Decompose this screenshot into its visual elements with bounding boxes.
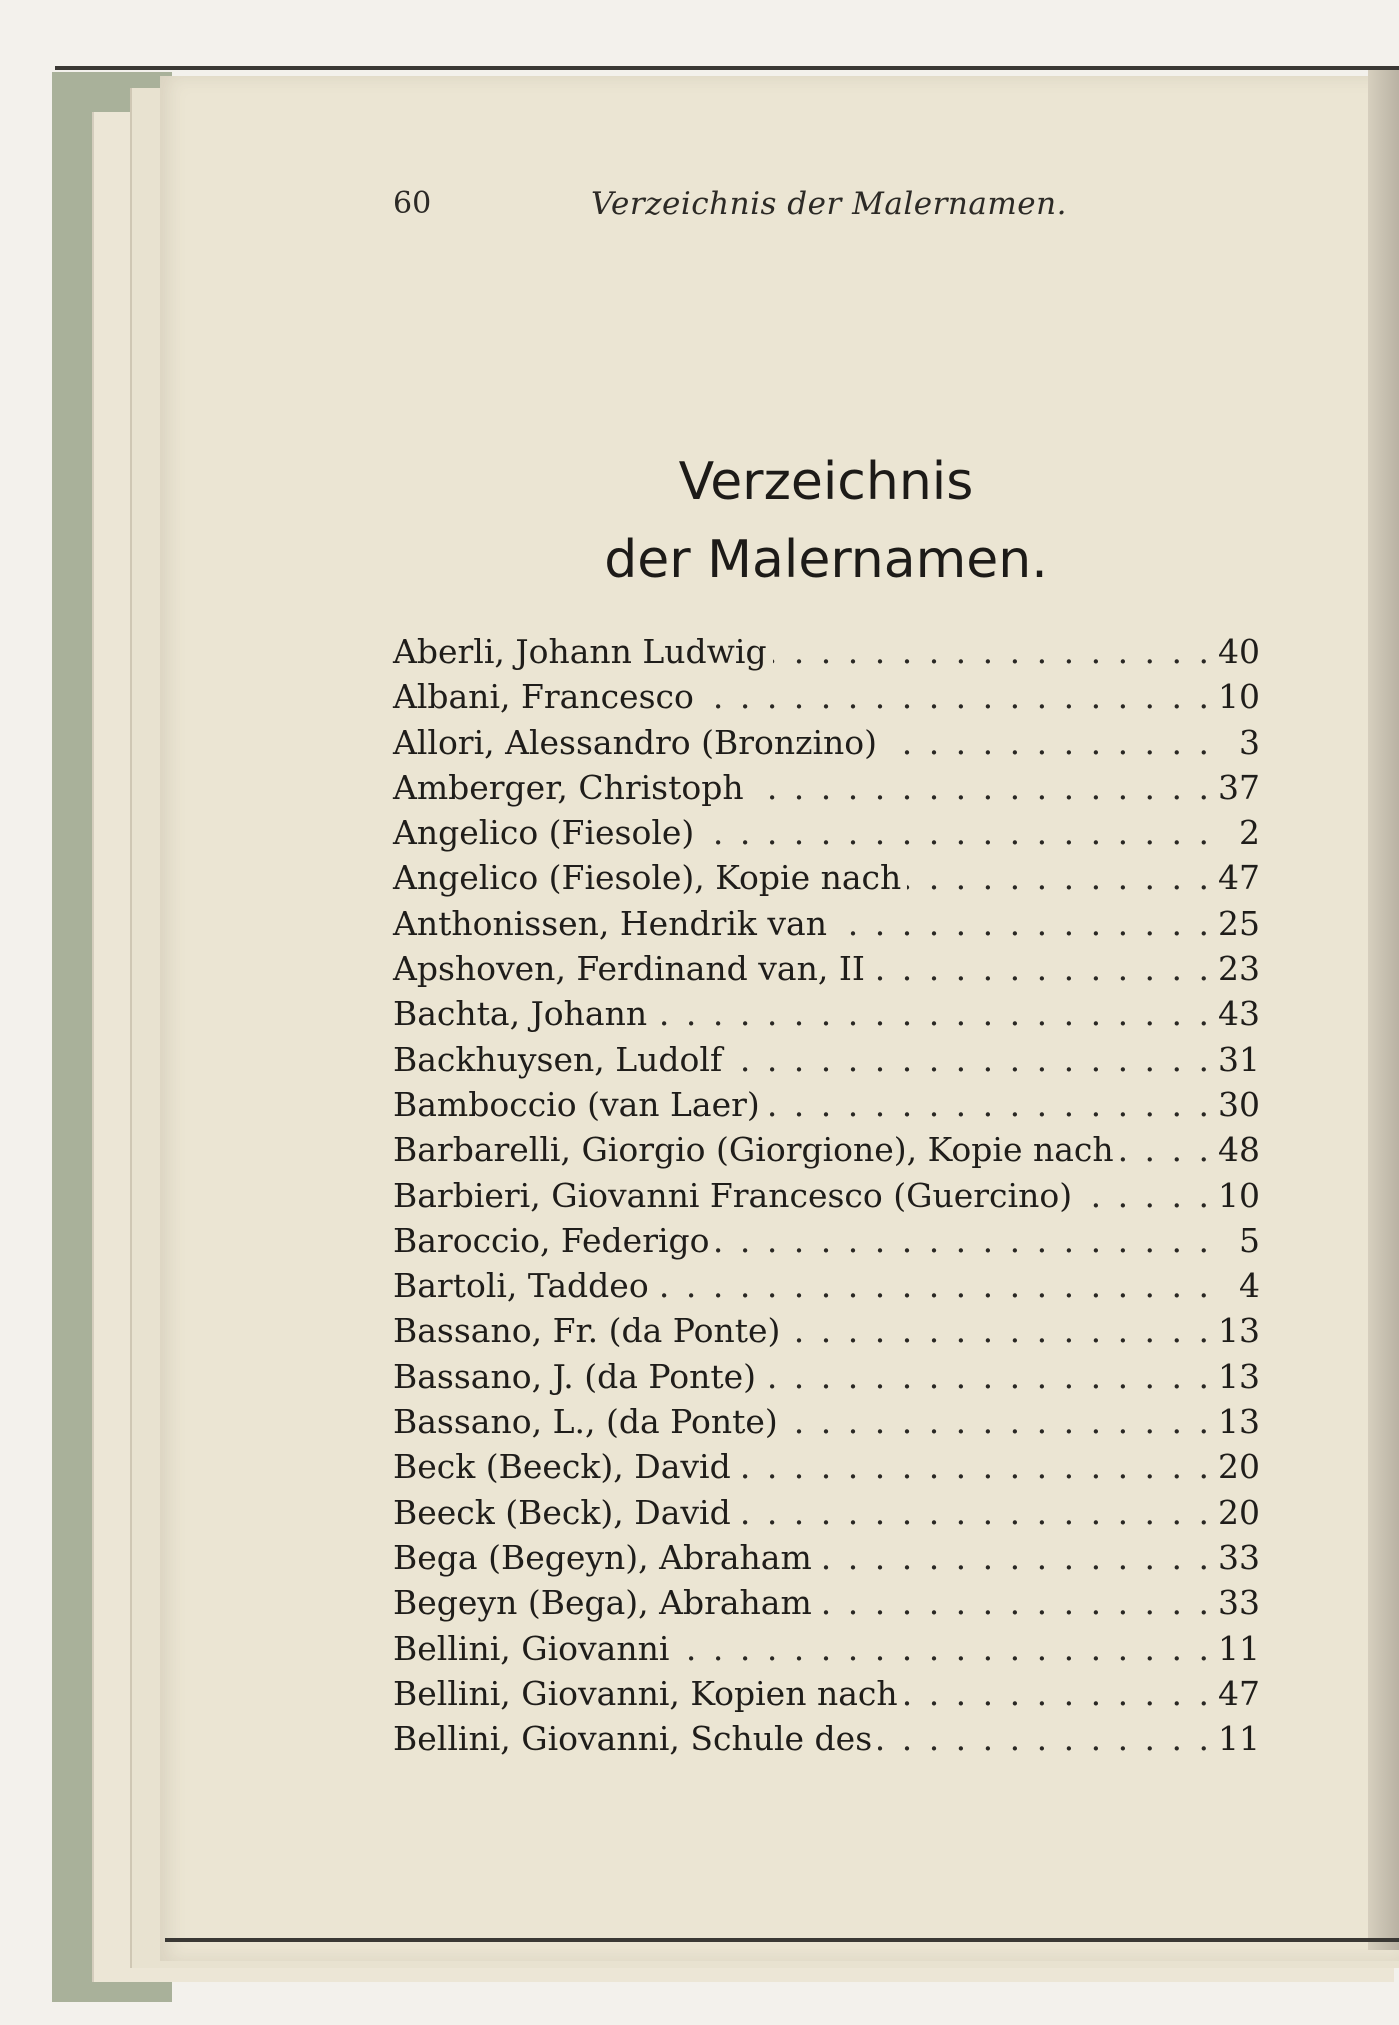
entry-name: Bellini, Giovanni, Schule des [393, 1719, 873, 1759]
leader-dots [818, 1538, 1212, 1577]
entry-name: Allori, Alessandro (Bronzino) [393, 722, 878, 762]
entry-page-number: 13 [1218, 1311, 1260, 1351]
entry-name: Beeck (Beck), David [393, 1492, 731, 1532]
index-entry [393, 813, 1260, 858]
entry-name: Bassano, Fr. (da Ponte) [393, 1311, 781, 1351]
scan-top-border [55, 66, 1399, 70]
index-entry [393, 677, 1260, 722]
entry-name: Aberli, Johann Ludwig [393, 632, 767, 671]
section-title-line-1: Verzeichnis [678, 452, 974, 512]
index-entry [393, 949, 1260, 994]
leader-dots [750, 768, 1212, 807]
entry-name: Bassano, L., (da Ponte) [393, 1402, 778, 1442]
index-entry [393, 1674, 1260, 1719]
leader-dots [655, 1266, 1212, 1305]
leader-dots [878, 1719, 1212, 1758]
entry-page-number: 33 [1218, 1583, 1260, 1623]
entry-page-number: 5 [1239, 1220, 1260, 1260]
index-entry [393, 1221, 1260, 1266]
entry-page-number: 48 [1218, 1130, 1260, 1170]
leader-dots [773, 632, 1212, 671]
entry-name: Bamboccio (van Laer) [393, 1084, 760, 1124]
leader-dots [904, 1674, 1212, 1713]
leader-dots [700, 677, 1212, 716]
entry-name: Anthonissen, Hendrik van [393, 903, 827, 943]
scan-bottom-border [165, 1938, 1399, 1942]
index-entry [393, 1176, 1260, 1221]
entry-page-number: 2 [1239, 813, 1260, 853]
leader-dots [737, 1493, 1212, 1532]
entry-page-number: 37 [1218, 767, 1260, 807]
leader-dots [653, 994, 1212, 1033]
entry-name: Bachta, Johann [393, 994, 648, 1034]
leader-dots [907, 858, 1212, 897]
leader-dots [833, 904, 1212, 943]
index-entry [393, 768, 1260, 813]
entry-name: Bartoli, Taddeo [393, 1266, 649, 1306]
entry-page-number: 3 [1239, 722, 1260, 762]
book-gutter [1368, 70, 1399, 1950]
entry-name: Bassano, J. (da Ponte) [393, 1356, 757, 1396]
entry-page-number: 23 [1218, 949, 1260, 989]
index-entry [393, 1447, 1260, 1492]
index-entry [393, 858, 1260, 903]
running-head [393, 186, 1073, 226]
index-entry [393, 1040, 1260, 1085]
leader-dots [818, 1583, 1212, 1622]
index-entry [393, 1266, 1260, 1311]
index-entry [393, 1357, 1260, 1402]
entry-page-number: 10 [1218, 677, 1260, 717]
page-number: 60 [393, 186, 432, 221]
leader-dots [737, 1447, 1212, 1486]
entry-page-number: 20 [1218, 1447, 1260, 1487]
index-entry [393, 1629, 1260, 1674]
entry-name: Backhuysen, Ludolf [393, 1039, 723, 1079]
entry-name: Angelico (Fiesole) [393, 813, 695, 853]
section-title-line-2: der Malernamen. [604, 530, 1048, 590]
entry-page-number: 11 [1218, 1628, 1260, 1668]
index-entry [393, 1719, 1260, 1764]
entry-name: Apshoven, Ferdinand van, II [393, 949, 865, 989]
leader-dots [1120, 1130, 1212, 1169]
entry-name: Begeyn (Bega), Abraham [393, 1583, 812, 1623]
leader-dots [728, 1040, 1212, 1079]
entry-page-number: 20 [1218, 1492, 1260, 1532]
leader-dots [1078, 1176, 1212, 1215]
index-entry [393, 1311, 1260, 1356]
index-entry [393, 994, 1260, 1039]
leader-dots [675, 1629, 1212, 1668]
entry-name: Albani, Francesco [393, 677, 694, 717]
entry-page-number: 4 [1239, 1266, 1260, 1306]
entry-page-number: 47 [1218, 1673, 1260, 1713]
entry-name: Barbieri, Giovanni Francesco (Guercino) [393, 1175, 1073, 1215]
entry-page-number: 31 [1218, 1039, 1260, 1079]
entry-name: Bellini, Giovanni [393, 1628, 670, 1668]
entry-page-number: 30 [1218, 1084, 1260, 1124]
index-entry [393, 1085, 1260, 1130]
index-entry [393, 1402, 1260, 1447]
running-title: Verzeichnis der Malernamen. [591, 186, 1067, 222]
entry-page-number: 13 [1218, 1356, 1260, 1396]
index-entry [393, 723, 1260, 768]
entry-page-number: 10 [1218, 1175, 1260, 1215]
entry-page-number: 47 [1218, 858, 1260, 898]
entry-page-number: 33 [1218, 1537, 1260, 1577]
entry-name: Beck (Beeck), David [393, 1447, 731, 1487]
entry-name: Amberger, Christoph [393, 767, 744, 807]
entry-name: Barbarelli, Giorgio (Giorgione), Kopie nach [393, 1130, 1114, 1170]
entry-page-number: 11 [1218, 1719, 1260, 1759]
index-entry [393, 632, 1260, 677]
leader-dots [716, 1221, 1212, 1260]
index-entry [393, 1583, 1260, 1628]
index-entry [393, 1538, 1260, 1583]
entry-name: Angelico (Fiesole), Kopie nach [393, 858, 902, 898]
leader-dots [700, 813, 1212, 852]
index-entry [393, 904, 1260, 949]
leader-dots [786, 1311, 1212, 1350]
entry-page-number: 13 [1218, 1402, 1260, 1442]
entry-page-number: 25 [1218, 903, 1260, 943]
entry-page-number: 43 [1218, 994, 1260, 1034]
leader-dots [766, 1085, 1212, 1124]
entry-name: Baroccio, Federigo [393, 1220, 710, 1260]
painter-index-list [393, 632, 1260, 1764]
entry-page-number: 40 [1218, 632, 1260, 671]
leader-dots [871, 949, 1212, 988]
entry-name: Bega (Begeyn), Abraham [393, 1537, 812, 1577]
index-entry [393, 1493, 1260, 1538]
index-entry [393, 1130, 1260, 1175]
leader-dots [762, 1357, 1212, 1396]
leader-dots [784, 1402, 1212, 1441]
leader-dots [883, 723, 1212, 762]
entry-name: Bellini, Giovanni, Kopien nach [393, 1673, 898, 1713]
